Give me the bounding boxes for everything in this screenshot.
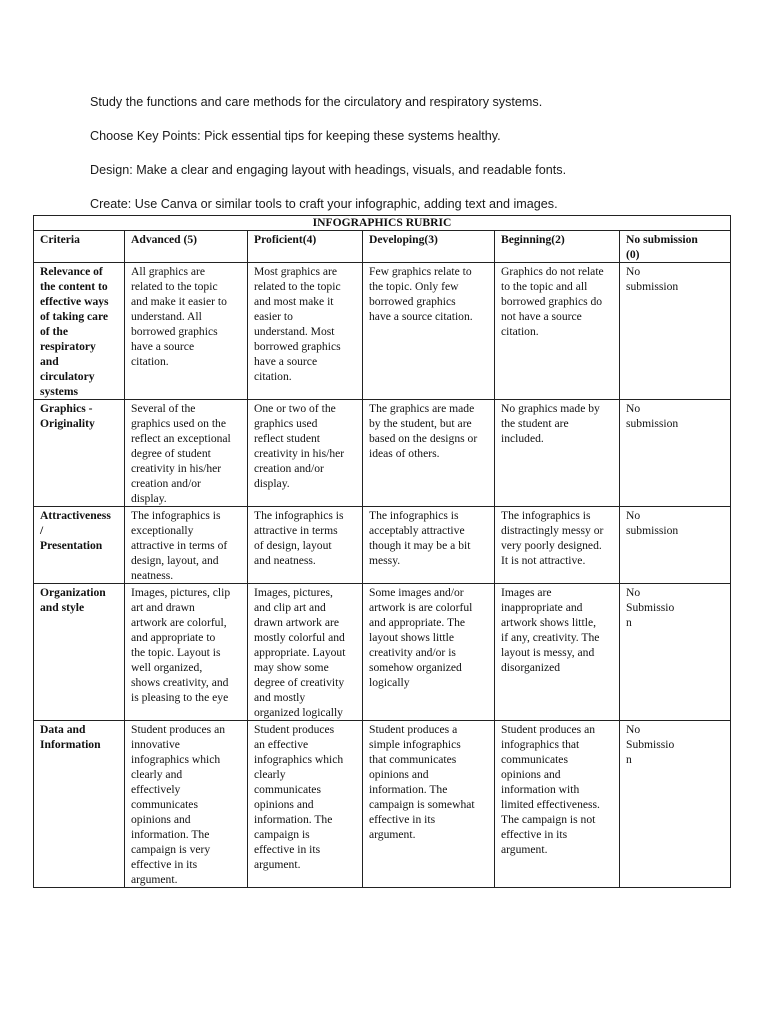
table-row: [34, 263, 731, 400]
beginning-cell: No graphics made by the student are included.: [495, 400, 620, 507]
developing-cell: Student produces a simple infographics that communicates opinions and information. The campaign is somewhat effective in its argument.: [363, 721, 495, 888]
advanced-cell: Several of the graphics used on the reflect an exceptional degree of student creativity in his/her creation and/or display.: [125, 400, 248, 507]
developing-cell: Few graphics relate to the topic. Only few borrowed graphics have a source citation.: [363, 263, 495, 400]
beginning-cell: Images are inappropriate and artwork shows little, if any, creativity. The layout is messy, and disorganized: [495, 584, 620, 721]
developing-cell: The graphics are made by the student, but are based on the designs or ideas of others.: [363, 400, 495, 507]
instructions: [90, 94, 730, 212]
proficient-cell: Most graphics are related to the topic and most make it easier to understand. Most borrowed graphics have a source citation.: [248, 263, 363, 400]
header-no-submission: No submission (0): [620, 231, 731, 263]
criteria-cell: Graphics - Originality: [34, 400, 125, 507]
proficient-cell: One or two of the graphics used reflect student creativity in his/her creation and/or display.: [248, 400, 363, 507]
advanced-cell: Student produces an innovative infographics which clearly and effectively communicates opinions and information. The campaign is very effective in its argument.: [125, 721, 248, 888]
header-proficient: Proficient(4): [248, 231, 363, 263]
instruction-study: Study the functions and care methods for the circulatory and respiratory systems.: [90, 95, 543, 109]
table-row: [34, 400, 731, 507]
beginning-cell: Student produces an infographics that communicates opinions and information with limited effectiveness. The campaign is not effective in its argument.: [495, 721, 620, 888]
no-submission-cell: No submission: [620, 507, 731, 584]
rubric-table: [33, 215, 731, 888]
rubric-title: INFOGRAPHICS RUBRIC: [34, 216, 731, 231]
proficient-cell: The infographics is attractive in terms of design, layout and neatness.: [248, 507, 363, 584]
no-submission-cell: No Submissio n: [620, 584, 731, 721]
header-criteria: Criteria: [34, 231, 125, 263]
instruction-key-points: Choose Key Points: Pick essential tips for keeping these systems healthy.: [90, 129, 501, 143]
criteria-cell: Data and Information: [34, 721, 125, 888]
no-submission-cell: No submission: [620, 400, 731, 507]
no-submission-cell: No Submissio n: [620, 721, 731, 888]
header-advanced: Advanced (5): [125, 231, 248, 263]
header-developing: Developing(3): [363, 231, 495, 263]
criteria-cell: Relevance of the content to effective ways of taking care of the respiratory and circulatory systems: [34, 263, 125, 400]
no-submission-cell: No submission: [620, 263, 731, 400]
developing-cell: Some images and/or artwork is are colorful and appropriate. The layout shows little creativity and/or is somehow organized logically: [363, 584, 495, 721]
table-row: [34, 507, 731, 584]
developing-cell: The infographics is acceptably attractive though it may be a bit messy.: [363, 507, 495, 584]
header-beginning: Beginning(2): [495, 231, 620, 263]
instruction-create: Create: Use Canva or similar tools to craft your infographic, adding text and images.: [90, 197, 558, 211]
table-row: [34, 721, 731, 888]
advanced-cell: All graphics are related to the topic and make it easier to understand. All borrowed graphics have a source citation.: [125, 263, 248, 400]
advanced-cell: The infographics is exceptionally attractive in terms of design, layout, and neatness.: [125, 507, 248, 584]
beginning-cell: Graphics do not relate to the topic and all borrowed graphics do not have a source citation.: [495, 263, 620, 400]
proficient-cell: Images, pictures, and clip art and drawn artwork are mostly colorful and appropriate. Layout may show some degree of creativity and mostly organized logically: [248, 584, 363, 721]
criteria-cell: Organization and style: [34, 584, 125, 721]
proficient-cell: Student produces an effective infographics which clearly communicates opinions and information. The campaign is effective in its argument.: [248, 721, 363, 888]
beginning-cell: The infographics is distractingly messy or very poorly designed. It is not attractive.: [495, 507, 620, 584]
table-row: [34, 584, 731, 721]
criteria-cell: Attractiveness / Presentation: [34, 507, 125, 584]
instruction-design: Design: Make a clear and engaging layout with headings, visuals, and readable fonts.: [90, 163, 567, 177]
advanced-cell: Images, pictures, clip art and drawn artwork are colorful, and appropriate to the topic. Layout is well organized, shows creativity, and is pleasing to the eye: [125, 584, 248, 721]
